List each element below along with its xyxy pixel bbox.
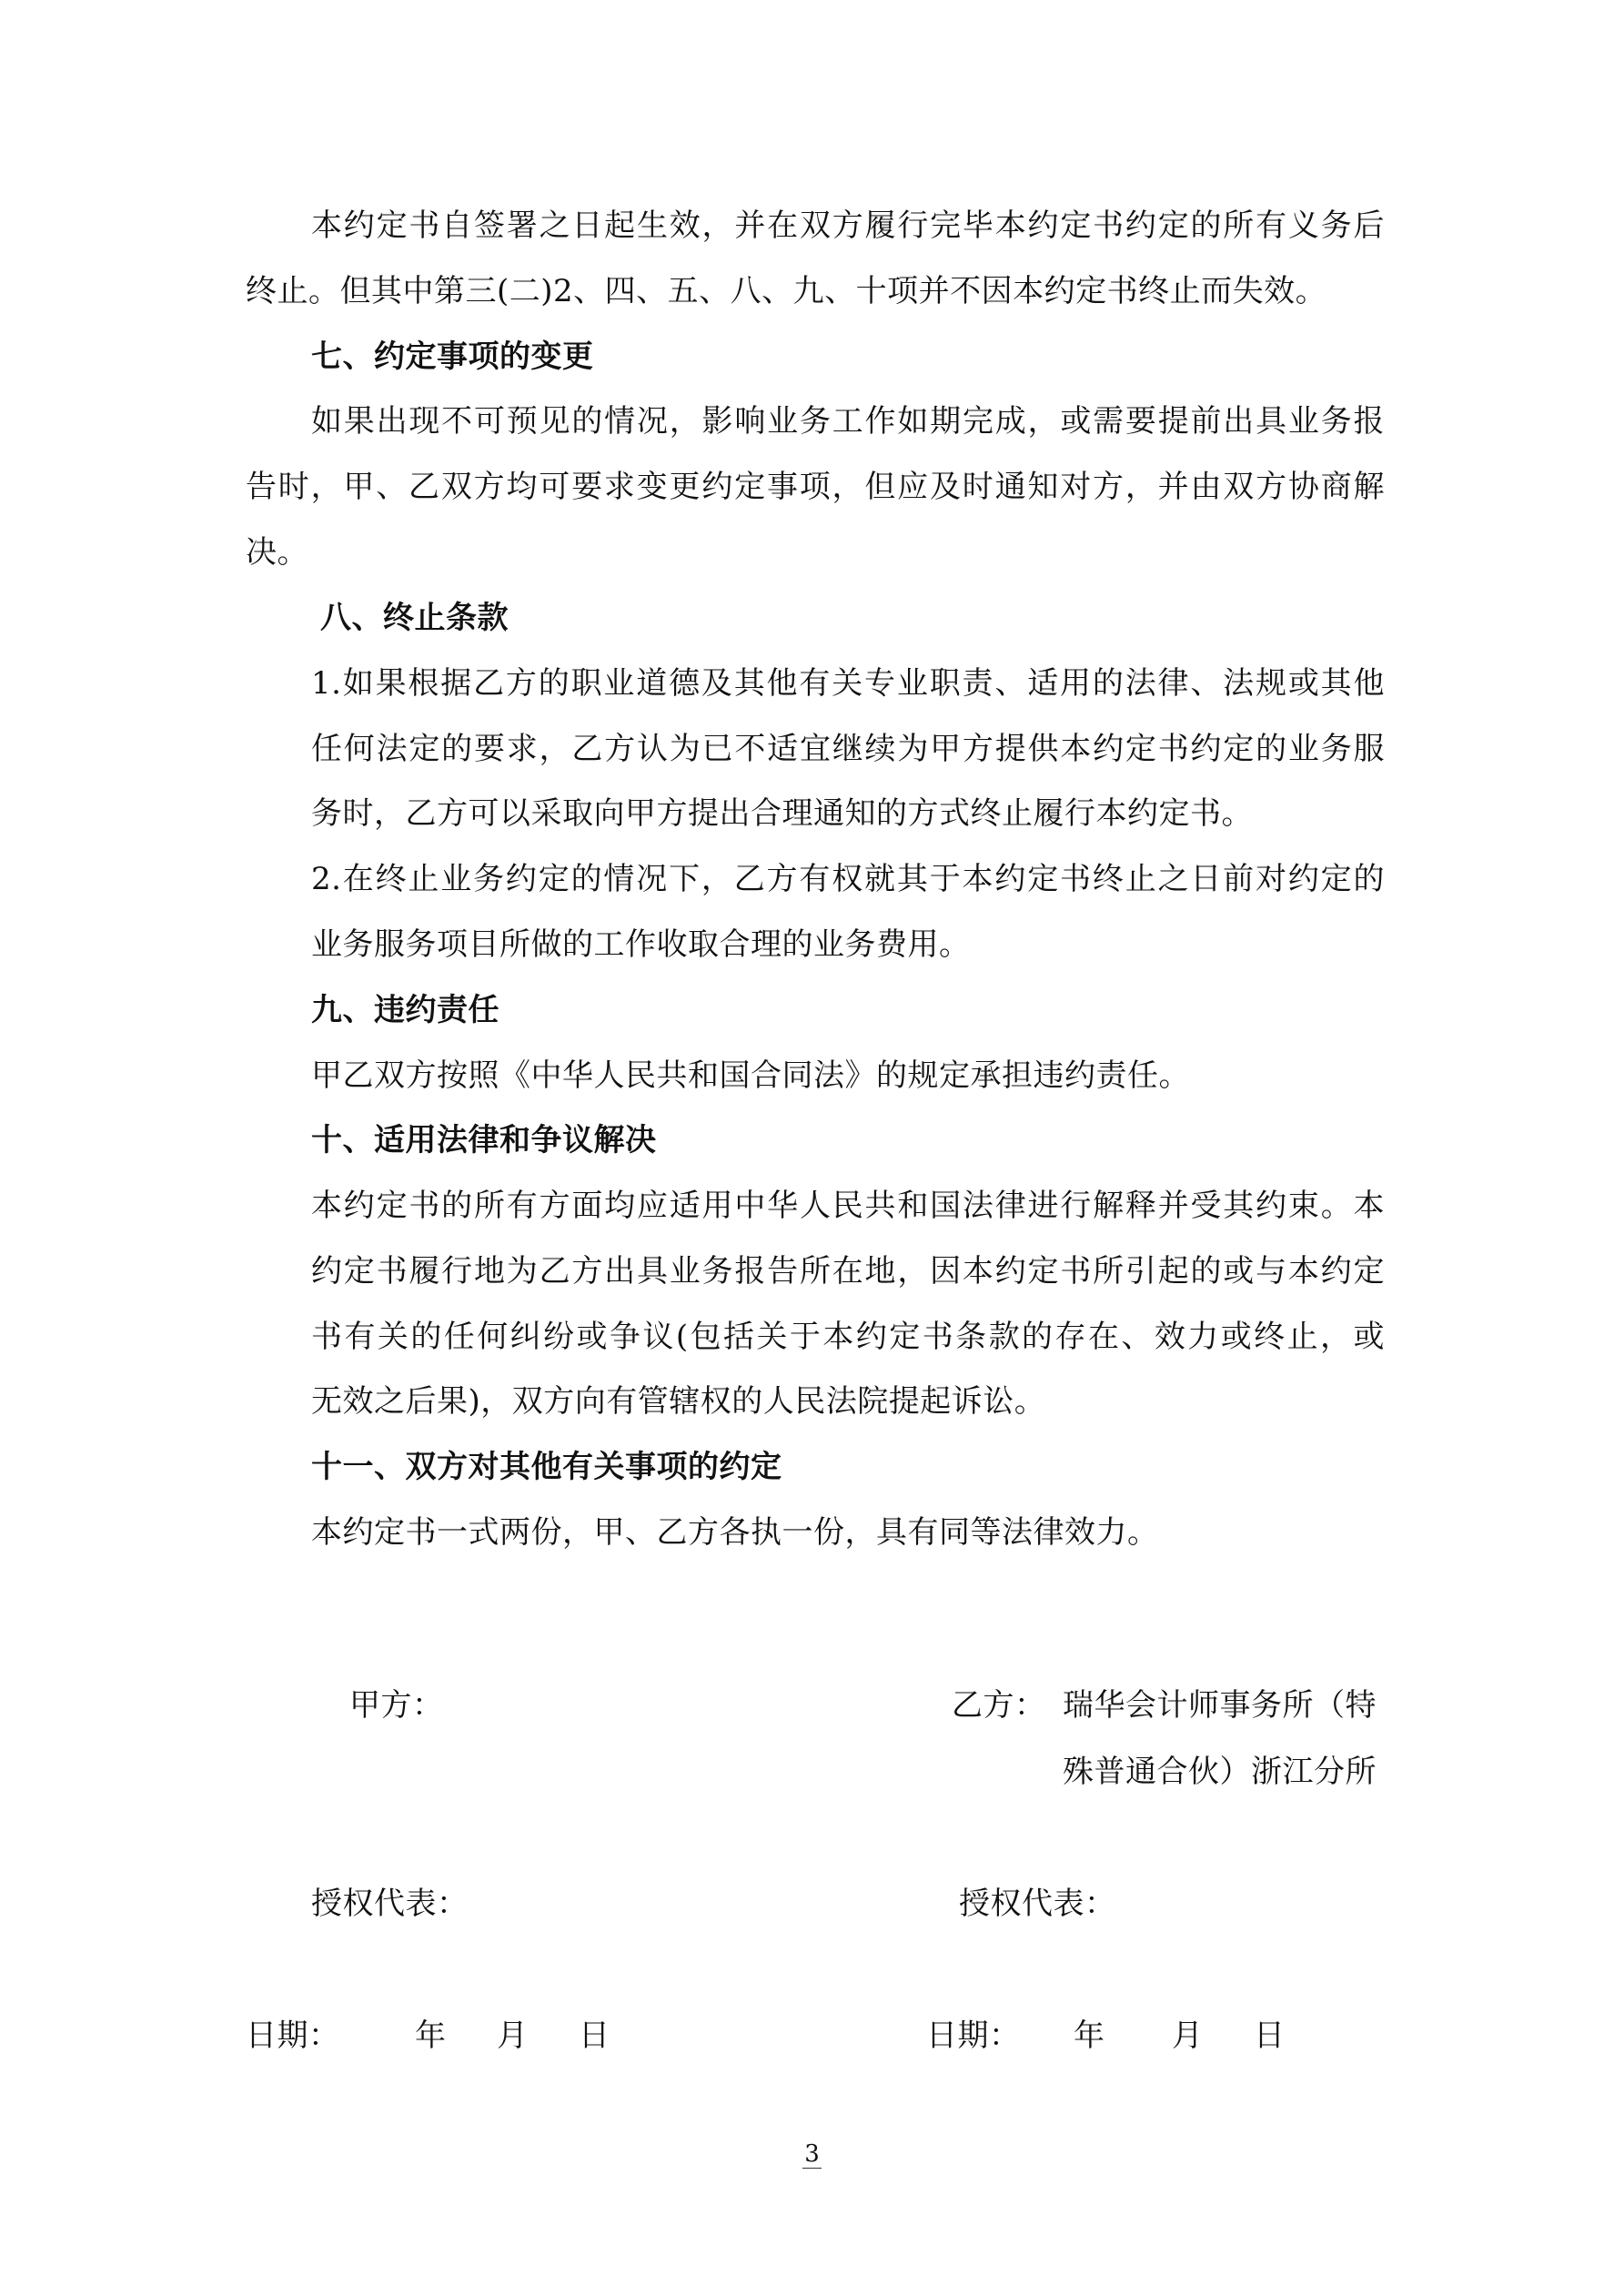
date-a-day: 日 [579, 2018, 610, 2054]
section-7-line-2: 告时，甲、乙双方均可要求变更约定事项，但应及时通知对方，并由双方协商解 [246, 469, 1385, 505]
date-b-year: 年 [1074, 2018, 1105, 2054]
section-11-heading: 十一、双方对其他有关事项的约定 [311, 1449, 782, 1485]
date-a-year: 年 [415, 2018, 447, 2054]
section-10-line-3: 书有关的任何纠纷或争议(包括关于本约定书条款的存在、效力或终止，或 [311, 1319, 1385, 1355]
section-7-line-1: 如果出现不可预见的情况，影响业务工作如期完成，或需要提前出具业务报 [311, 403, 1385, 440]
page-number-text: 3 [804, 2140, 820, 2168]
authorized-rep-b-label: 授权代表： [959, 1886, 1116, 1922]
party-b-label: 乙方： [952, 1687, 1046, 1724]
party-b-name-line-1: 瑞华会计师事务所（特 [1063, 1687, 1377, 1724]
section-11-line-1: 本约定书一式两份，甲、乙方各执一份，具有同等法律效力。 [311, 1514, 1159, 1551]
section-8-heading: 八、终止条款 [320, 600, 509, 636]
section-10-line-1: 本约定书的所有方面均应适用中华人民共和国法律进行解释并受其约束。本 [311, 1188, 1385, 1224]
date-a-label: 日期： [246, 2018, 340, 2054]
effect-para-line-1: 本约定书自签署之日起生效，并在双方履行完毕本约定书约定的所有义务后 [311, 207, 1385, 244]
party-a-label: 甲方： [349, 1687, 444, 1724]
date-a-month: 月 [497, 2018, 529, 2054]
section-10-line-4: 无效之后果)，双方向有管辖权的人民法院提起诉讼。 [311, 1383, 1046, 1420]
section-9-line-1: 甲乙双方按照《中华人民共和国合同法》的规定承担违约责任。 [311, 1057, 1190, 1094]
section-8-item-1-line-3: 务时，乙方可以采取向甲方提出合理通知的方式终止履行本约定书。 [311, 795, 1253, 832]
date-b-day: 日 [1254, 2018, 1286, 2054]
section-8-item-1-line-1: 1.如果根据乙方的职业道德及其他有关专业职责、适用的法律、法规或其他 [311, 665, 1385, 702]
page-number [0, 2140, 1624, 2169]
section-10-line-2: 约定书履行地为乙方出具业务报告所在地，因本约定书所引起的或与本约定 [311, 1253, 1385, 1290]
authorized-rep-a-label: 授权代表： [311, 1886, 469, 1922]
section-8-item-2-line-2: 业务服务项目所做的工作收取合理的业务费用。 [311, 926, 971, 963]
date-b-month: 月 [1172, 2018, 1204, 2054]
section-9-heading: 九、违约责任 [311, 992, 499, 1028]
effect-para-line-2: 终止。但其中第三(二)2、四、五、八、九、十项并不因本约定书终止而失效。 [246, 273, 1327, 309]
section-7-line-3: 决。 [246, 534, 308, 571]
section-10-heading: 十、适用法律和争议解决 [311, 1122, 657, 1158]
section-8-item-2-line-1: 2.在终止业务约定的情况下，乙方有权就其于本约定书终止之日前对约定的 [311, 861, 1385, 897]
section-8-item-1-line-2: 任何法定的要求，乙方认为已不适宜继续为甲方提供本约定书约定的业务服 [311, 731, 1385, 767]
date-b-label: 日期： [926, 2018, 1021, 2054]
section-7-heading: 七、约定事项的变更 [311, 339, 594, 375]
party-b-name-line-2: 殊普通合伙）浙江分所 [1063, 1754, 1377, 1790]
